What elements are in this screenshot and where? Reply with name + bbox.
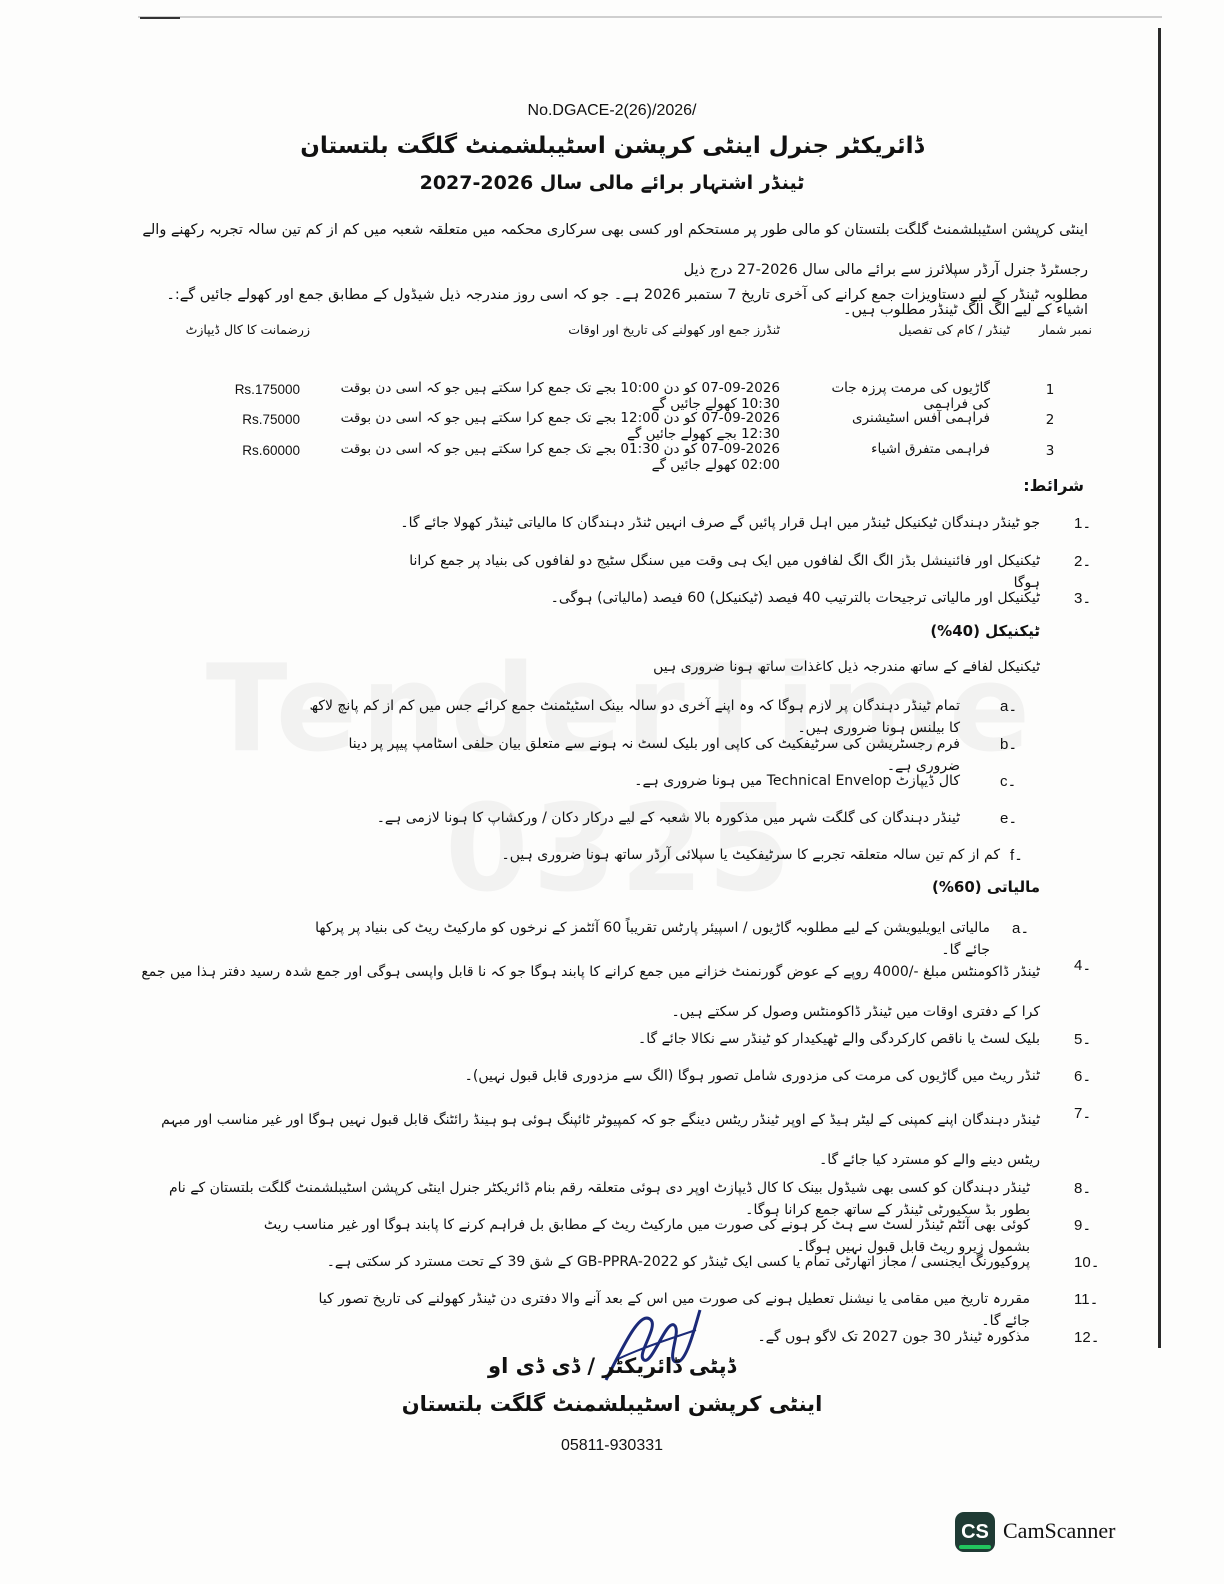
term-number: 7۔ [1074,1105,1092,1122]
technical-item-letter: f۔ [1010,847,1023,864]
technical-item-letter: c۔ [1000,773,1017,790]
reference-number: No.DGACE-2(26)/2026/ [527,102,697,119]
technical-item-text: ٹینڈر دہندگان کی گلگت شہر میں مذکورہ بالا شعبہ کے لیے درکار دکان / ورکشاپ کا ہونا لازمی ہے۔ [376,810,960,826]
technical-heading: ٹیکنیکل (40%) [930,622,1040,640]
document-subtitle: ٹینڈر اشتہار برائے مالی سال 2026-2027 [419,172,805,194]
term-text: ٹینڈر دہندگان اپنے کمپنی کے لیٹر ہیڈ کے اوپر ٹینڈر ریٹس دینگے جو کہ کمپیوٹر ٹائپنگ ہوئی ہو ہینڈ رائٹنگ قابل قبول نہیں ہوگا اور غیر مناسب اور مبہم ریٹس دینے والے کو مسترد کیا جائے گا۔ [161,1112,1040,1168]
technical-item-text: کم از کم تین سالہ متعلقہ تجربے کا سرٹیفکیٹ یا سپلائی آرڈر ساتھ ہونا ضروری ہیں۔ [501,847,1000,863]
page-edge-right [1158,28,1161,1348]
tender-amount: Rs.175000 [234,382,300,397]
header-date: ٹنڈرز جمع اور کھولنے کی تاریخ اور اوقات [568,322,780,337]
term-number: 2۔ [1074,553,1092,570]
header-serial: نمبر شمار [1039,322,1092,337]
tender-no: 3 [1045,443,1055,459]
camscanner-name: CamScanner [1003,1518,1116,1543]
tender-item: فراہمی آفس اسٹیشنری [852,410,990,426]
camscanner-watermark [955,1512,1155,1556]
term-text: بلیک لسٹ یا ناقص کارکردگی والے ٹھیکیدار کو ٹینڈر سے نکالا جائے گا۔ [638,1031,1040,1047]
technical-item-letter: b۔ [1000,736,1018,753]
intro-line-1: اینٹی کرپشن اسٹیبلشمنٹ گلگت بلتستان کو مالی طور پر مستحکم اور کسی بھی سرکاری محکمہ میں متعلقہ شعبہ میں کم از کم تین سالہ تجربہ رکھنے والے رجسٹرڈ جنرل آرڈر سپلائرز سے برائے مالی سال 2026-27 درج ذیل [142,222,1088,278]
term-number: 12۔ [1074,1329,1100,1346]
term-text: جو ٹینڈر دہندگان ٹیکنیکل ٹینڈر میں اہل قرار پائیں گے صرف انہیں ٹنڈر دہندگان کا مالیاتی ٹینڈر کھولا جائے گا۔ [400,515,1040,531]
tender-no: 2 [1045,412,1055,428]
term-number: 9۔ [1074,1217,1092,1234]
phone-number: 05811-930331 [560,1437,664,1454]
term-number: 5۔ [1074,1031,1092,1048]
term-text: مقررہ تاریخ میں مقامی یا نیشنل تعطیل ہونے کی صورت میں اس کے بعد آنے والا دفتری دن ٹینڈر کھولنے کی تاریخ تصور کیا جائے گا۔ [318,1291,1030,1329]
term-number: 1۔ [1074,515,1092,532]
tender-schedule: 07-09-2026 کو دن 01:30 بجے تک جمع کرا سکتے ہیں جو کہ اسی دن بوقت 02:00 کھولے جائیں گے [340,441,780,473]
tender-amount: Rs.75000 [242,412,300,427]
technical-item-letter: e۔ [1000,810,1018,827]
term-number: 11۔ [1074,1291,1099,1308]
technical-intro: ٹیکنیکل لفافے کے ساتھ مندرجہ ذیل کاغذات ساتھ ہونا ضروری ہیں [653,659,1040,675]
intro-line-3: مطلوبہ ٹینڈر کے لیے دستاویزات جمع کرانے کی آخری تاریخ 7 ستمبر 2026 ہے۔ جو کہ اسی روز مندرجہ ذیل شیڈول کے مطابق جمع اور کھولے جائیں گے:۔ [166,287,1088,303]
signature-title: ڈپٹی ڈائریکٹر / ڈی ڈی او [488,1354,736,1378]
term-text: ٹینڈر دہندگان کو کسی بھی شیڈول بینک کا کال ڈیپازٹ اوپر دی ہوئی متعلقہ رقم بنام ڈائریکٹر جنرل اینٹی کرپشن اسٹیبلشمنٹ گلگت بلتستان کے نام بطور بڈ سکیورٹی ٹینڈر کے ساتھ جمع کرانا ہوگا۔ [168,1180,1030,1218]
technical-item-text: فرم رجسٹریشن کی سرٹیفکیٹ کی کاپی اور بلیک لسٹ نہ ہونے سے متعلق بیان حلفی اسٹامپ پیپر پر دینا ضروری ہے۔ [348,736,960,774]
term-number: 4۔ [1074,957,1092,974]
technical-item-letter: a۔ [1000,698,1018,715]
term-text: ٹینڈر ڈاکومنٹس مبلغ -/4000 روپے کے عوض گورنمنٹ خزانے میں جمع کرانے کا پابند ہوگا جو کہ نا قابل واپسی ہوگی اور جمع شدہ رسید دفتر ہذا میں جمع کرا کے دفتری اوقات میں ٹینڈر ڈاکومنٹس وصول کر سکتے ہیں۔ [141,964,1040,1020]
term-number: 6۔ [1074,1068,1092,1085]
financial-item-text: مالیاتی ایویلیویشن کے لیے مطلوبہ گاڑیوں / اسپیئر پارٹس تقریباً 60 آئٹمز کے نرخوں کو مارکیٹ ریٹ کی بنیاد پر پرکھا جائے گا۔ [315,920,990,958]
term-text: پروکیورنگ ایجنسی / مجاز اتھارٹی تمام یا کسی ایک ٹینڈر کو GB-PPRA-2022 کے شق 39 کے تحت مسترد کر سکتی ہے۔ [326,1254,1030,1270]
page-edge-corner [140,17,180,19]
technical-item-text: تمام ٹینڈر دہندگان پر لازم ہوگا کہ وہ اپنے آخری دو سالہ بینک اسٹیٹمنٹ جمع کرائے جس میں کم از کم پانچ لاکھ کا بیلنس ہونا ضروری ہیں۔ [309,698,960,736]
intro-line-2: اشیاء کے لیے الگ الگ ٹینڈر مطلوب ہیں۔ [843,302,1088,318]
term-number: 8۔ [1074,1180,1092,1197]
signature-organization: اینٹی کرپشن اسٹیبلشمنٹ گلگت بلتستان [401,1392,823,1416]
camscanner-logo-icon: CS [955,1512,995,1552]
financial-item-letter: a۔ [1012,920,1030,937]
page-edge-top [138,16,1162,18]
header-detail: ٹینڈر / کام کی تفصیل [898,322,1010,337]
term-text: مذکورہ ٹینڈر 30 جون 2027 تک لاگو ہوں گے۔ [757,1329,1030,1345]
tender-schedule: 07-09-2026 کو دن 10:00 بجے تک جمع کرا سکتے ہیں جو کہ اسی دن بوقت 10:30 کھولے جائیں گے [340,380,780,412]
tender-no: 1 [1045,382,1055,398]
term-number: 10۔ [1074,1254,1100,1271]
tender-item: گاڑیوں کی مرمت پرزہ جات کی فراہمی [831,380,990,412]
term-text: ٹنڈر ریٹ میں گاڑیوں کی مرمت کی مزدوری شامل تصور ہوگا (الگ سے مزدوری قابل قبول نہیں)۔ [464,1068,1040,1084]
term-number: 3۔ [1074,590,1092,607]
term-text: ٹیکنیکل اور مالیاتی ترجیحات بالترتیب 40 فیصد (ٹیکنیکل) 60 فیصد (مالیاتی) ہوگی۔ [550,590,1040,606]
header-deposit: زرضمانت کا کال ڈیپازٹ [185,322,310,337]
tender-schedule: 07-09-2026 کو دن 12:00 بجے تک جمع کرا سکتے ہیں جو کہ اسی دن بوقت 12:30 بجے کھولے جائیں گے [340,410,780,442]
document-title: ڈائریکٹر جنرل اینٹی کرپشن اسٹیبلشمنٹ گلگت بلتستان [300,133,924,159]
technical-item-text: کال ڈیپازٹ Technical Envelop میں ہونا ضروری ہے۔ [634,773,960,789]
term-text: ٹیکنیکل اور فائنینشل بڈز الگ الگ لفافوں میں ایک ہی وقت میں سنگل سٹیج دو لفافوں کی بنیاد پر جمع کرانا ہوگا [409,553,1040,591]
tender-item: فراہمی متفرق اشیاء [871,441,990,457]
financial-heading: مالیاتی (60%) [932,878,1040,896]
term-text: کوئی بھی آئٹم ٹینڈر لسٹ سے ہٹ کر ہونے کی صورت میں مارکیٹ ریٹ کے مطابق بل فراہم کرنے کا پابند ہوگا اور غیر مناسب ریٹ بشمول زیرو ریٹ قابل قبول نہیں ہوگا۔ [263,1217,1030,1255]
terms-heading: شرائط: [1023,476,1084,495]
intro-paragraph [138,210,1088,330]
tender-amount: Rs.60000 [242,443,300,458]
